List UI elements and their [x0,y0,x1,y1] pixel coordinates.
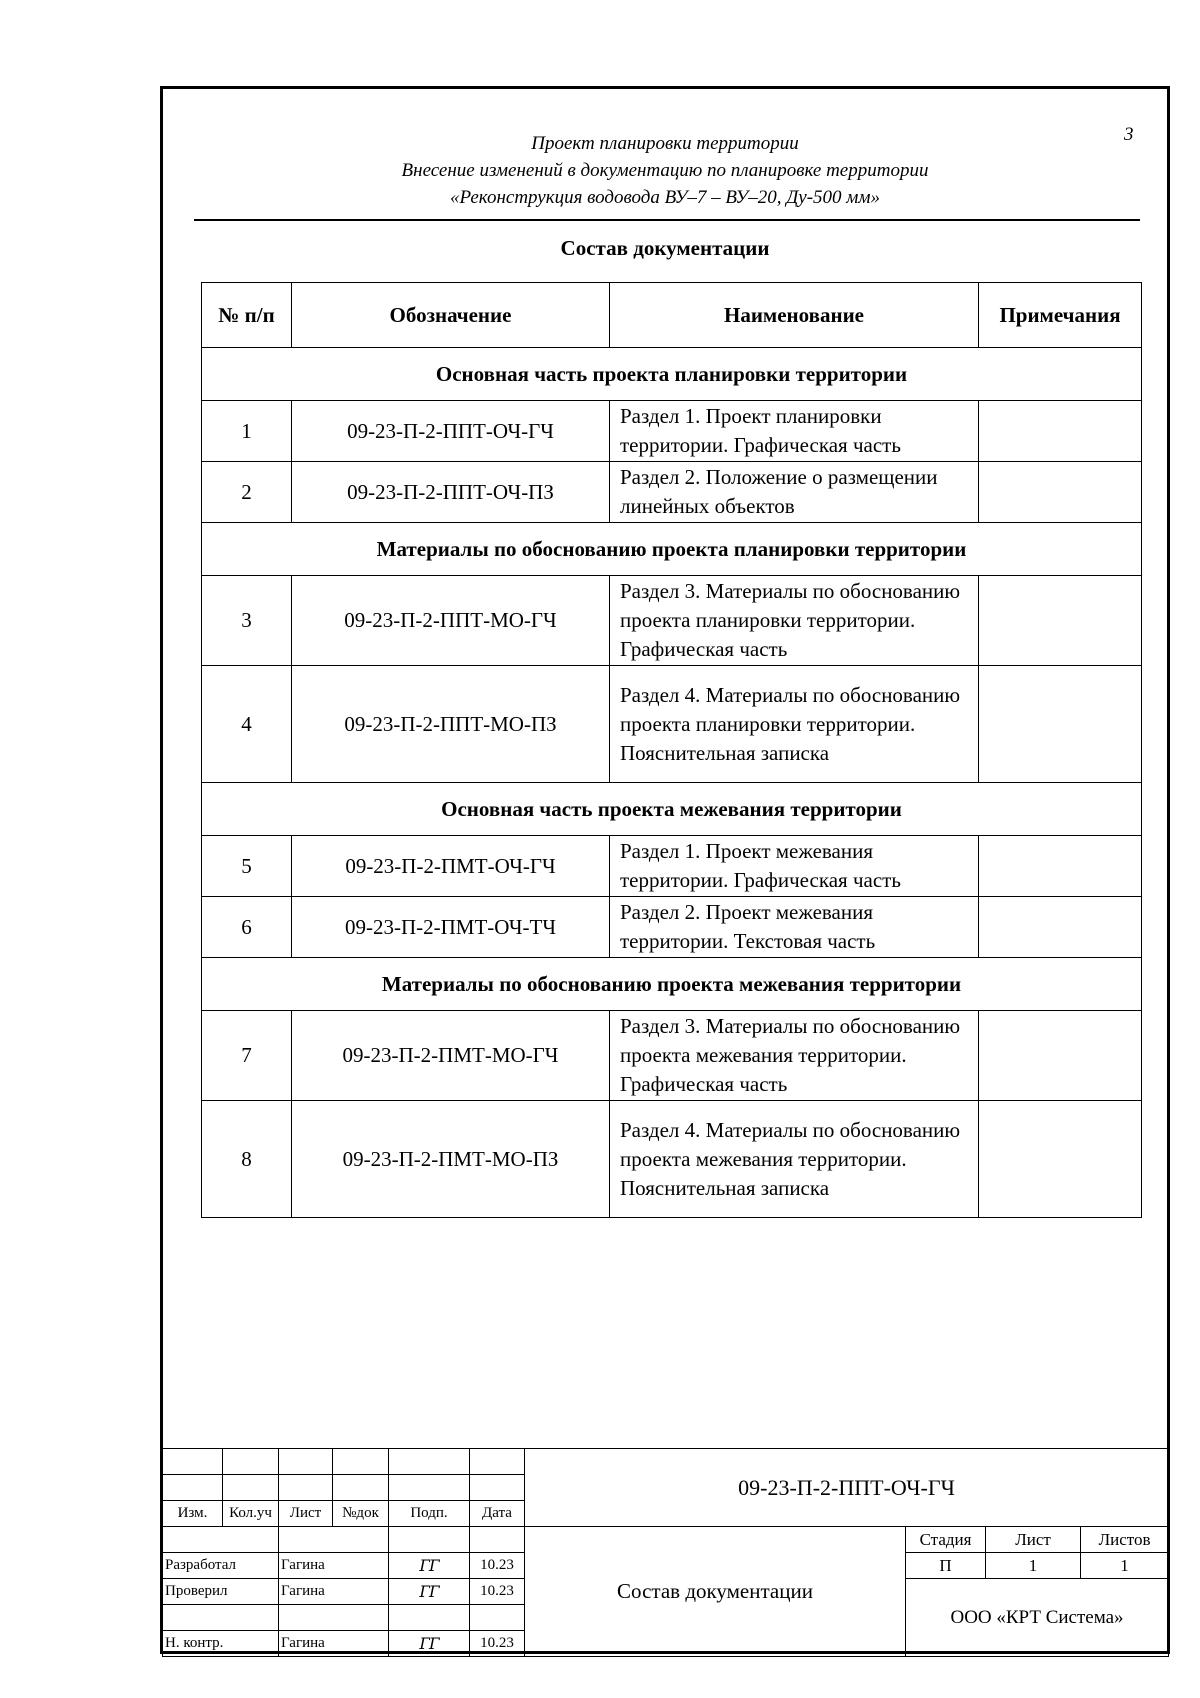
signature-date: 10.23 [470,1553,525,1579]
page-number: 3 [1124,124,1134,145]
column-header-number: № п/п [202,283,292,348]
revision-cell [279,1449,333,1475]
row-number: 4 [202,666,292,783]
row-name: Раздел 2. Положение о размещении линейных объектов [610,462,979,523]
sheet-title: Состав документации [525,1527,906,1657]
section-row [202,523,1142,576]
row-code: 09-23-П-2-ПМТ-ОЧ-ГЧ [292,836,610,897]
title-block [162,1448,1169,1657]
row-code: 09-23-П-2-ПМТ-МО-ПЗ [292,1101,610,1218]
header-line-1: Проект планировки территории [531,133,799,154]
row-note [979,1101,1142,1218]
table-row [202,462,1142,523]
revision-header-date: Дата [470,1501,525,1527]
section-title: Материалы по обоснованию проекта планировки территории [202,523,1142,576]
header-line-3: «Реконструкция водовода ВУ–7 – ВУ–20, Ду-500 мм» [449,187,881,208]
revision-cell [389,1449,470,1475]
signature-mark: ГГ [389,1579,470,1605]
signature-mark [389,1605,470,1631]
table-row [202,1101,1142,1218]
row-note [979,462,1142,523]
row-number: 1 [202,401,292,462]
row-note [979,1011,1142,1101]
revision-cell [279,1475,333,1501]
signature-name [279,1605,389,1631]
revision-cell [389,1475,470,1501]
signature-name: Гагина [279,1553,389,1579]
document-header [160,130,1170,211]
signature-cell [470,1527,525,1553]
row-number: 5 [202,836,292,897]
row-name: Раздел 3. Материалы по обоснованию проекта межевания территории. Графическая часть [610,1011,979,1101]
row-name: Раздел 1. Проект межевания территории. Графическая часть [610,836,979,897]
column-header-code: Обозначение [292,283,610,348]
header-divider [194,219,1140,221]
signature-cell [163,1527,279,1553]
row-code: 09-23-П-2-ППТ-МО-ГЧ [292,576,610,666]
sheets-header: Листов [1081,1527,1169,1553]
section-title: Основная часть проекта межевания территории [202,783,1142,836]
table-row [202,401,1142,462]
sheet-value: 1 [986,1553,1081,1579]
signature-cell [279,1527,389,1553]
row-code: 09-23-П-2-ППТ-ОЧ-ПЗ [292,462,610,523]
title-block-row [163,1527,1169,1553]
stage-header: Стадия [906,1527,986,1553]
signature-cell [389,1527,470,1553]
signature-date: 10.23 [470,1579,525,1605]
row-code: 09-23-П-2-ППТ-ОЧ-ГЧ [292,401,610,462]
row-note [979,401,1142,462]
row-name: Раздел 2. Проект межевания территории. Текстовая часть [610,897,979,958]
revision-cell [163,1475,223,1501]
header-line-2: Внесение изменений в документацию по планировке территории [401,160,929,181]
row-note [979,897,1142,958]
row-number: 6 [202,897,292,958]
table-row [202,666,1142,783]
revision-cell [163,1449,223,1475]
revision-header-count: Кол.уч [223,1501,279,1527]
section-title: Материалы по обоснованию проекта межевания территории [202,958,1142,1011]
row-note [979,666,1142,783]
signature-mark: ГГ [389,1553,470,1579]
revision-header-signature: Подп. [389,1501,470,1527]
document-title: Состав документации [560,236,770,260]
signature-role: Разработал [163,1553,279,1579]
table-header-row [202,283,1142,348]
revision-header-doc-number: №док [333,1501,389,1527]
signature-date: 10.23 [470,1631,525,1657]
signature-name: Гагина [279,1579,389,1605]
row-note [979,836,1142,897]
revision-cell [470,1475,525,1501]
document-designation: 09-23-П-2-ППТ-ОЧ-ГЧ [525,1449,1169,1527]
signature-name: Гагина [279,1631,389,1657]
sheets-value: 1 [1081,1553,1169,1579]
contents-table [201,282,1142,1218]
revision-cell [223,1449,279,1475]
row-name: Раздел 4. Материалы по обоснованию проекта межевания территории. Пояснительная записка [610,1101,979,1218]
row-note [979,576,1142,666]
row-code: 09-23-П-2-ПМТ-ОЧ-ТЧ [292,897,610,958]
signature-role [163,1605,279,1631]
revision-header-change: Изм. [163,1501,223,1527]
column-header-name: Наименование [610,283,979,348]
revision-cell [470,1449,525,1475]
row-number: 8 [202,1101,292,1218]
revision-cell [223,1475,279,1501]
signature-mark: ГГ [389,1631,470,1657]
column-header-notes: Примечания [979,283,1142,348]
section-row [202,783,1142,836]
signature-role: Н. контр. [163,1631,279,1657]
signature-role: Проверил [163,1579,279,1605]
revision-cell [333,1449,389,1475]
row-name: Раздел 4. Материалы по обоснованию проекта планировки территории. Пояснительная записка [610,666,979,783]
table-row [202,576,1142,666]
signature-date [470,1605,525,1631]
row-code: 09-23-П-2-ПМТ-МО-ГЧ [292,1011,610,1101]
section-row [202,958,1142,1011]
table-row [202,1011,1142,1101]
title-block-row [163,1449,1169,1475]
revision-header-sheet: Лист [279,1501,333,1527]
row-name: Раздел 3. Материалы по обоснованию проекта планировки территории. Графическая часть [610,576,979,666]
row-code: 09-23-П-2-ППТ-МО-ПЗ [292,666,610,783]
row-name: Раздел 1. Проект планировки территории. Графическая часть [610,401,979,462]
row-number: 2 [202,462,292,523]
stage-value: П [906,1553,986,1579]
table-row [202,836,1142,897]
row-number: 7 [202,1011,292,1101]
section-title: Основная часть проекта планировки территории [202,348,1142,401]
table-row [202,897,1142,958]
revision-cell [333,1475,389,1501]
row-number: 3 [202,576,292,666]
sheet-header: Лист [986,1527,1081,1553]
section-row [202,348,1142,401]
organization-name: ООО «КРТ Система» [906,1579,1169,1657]
